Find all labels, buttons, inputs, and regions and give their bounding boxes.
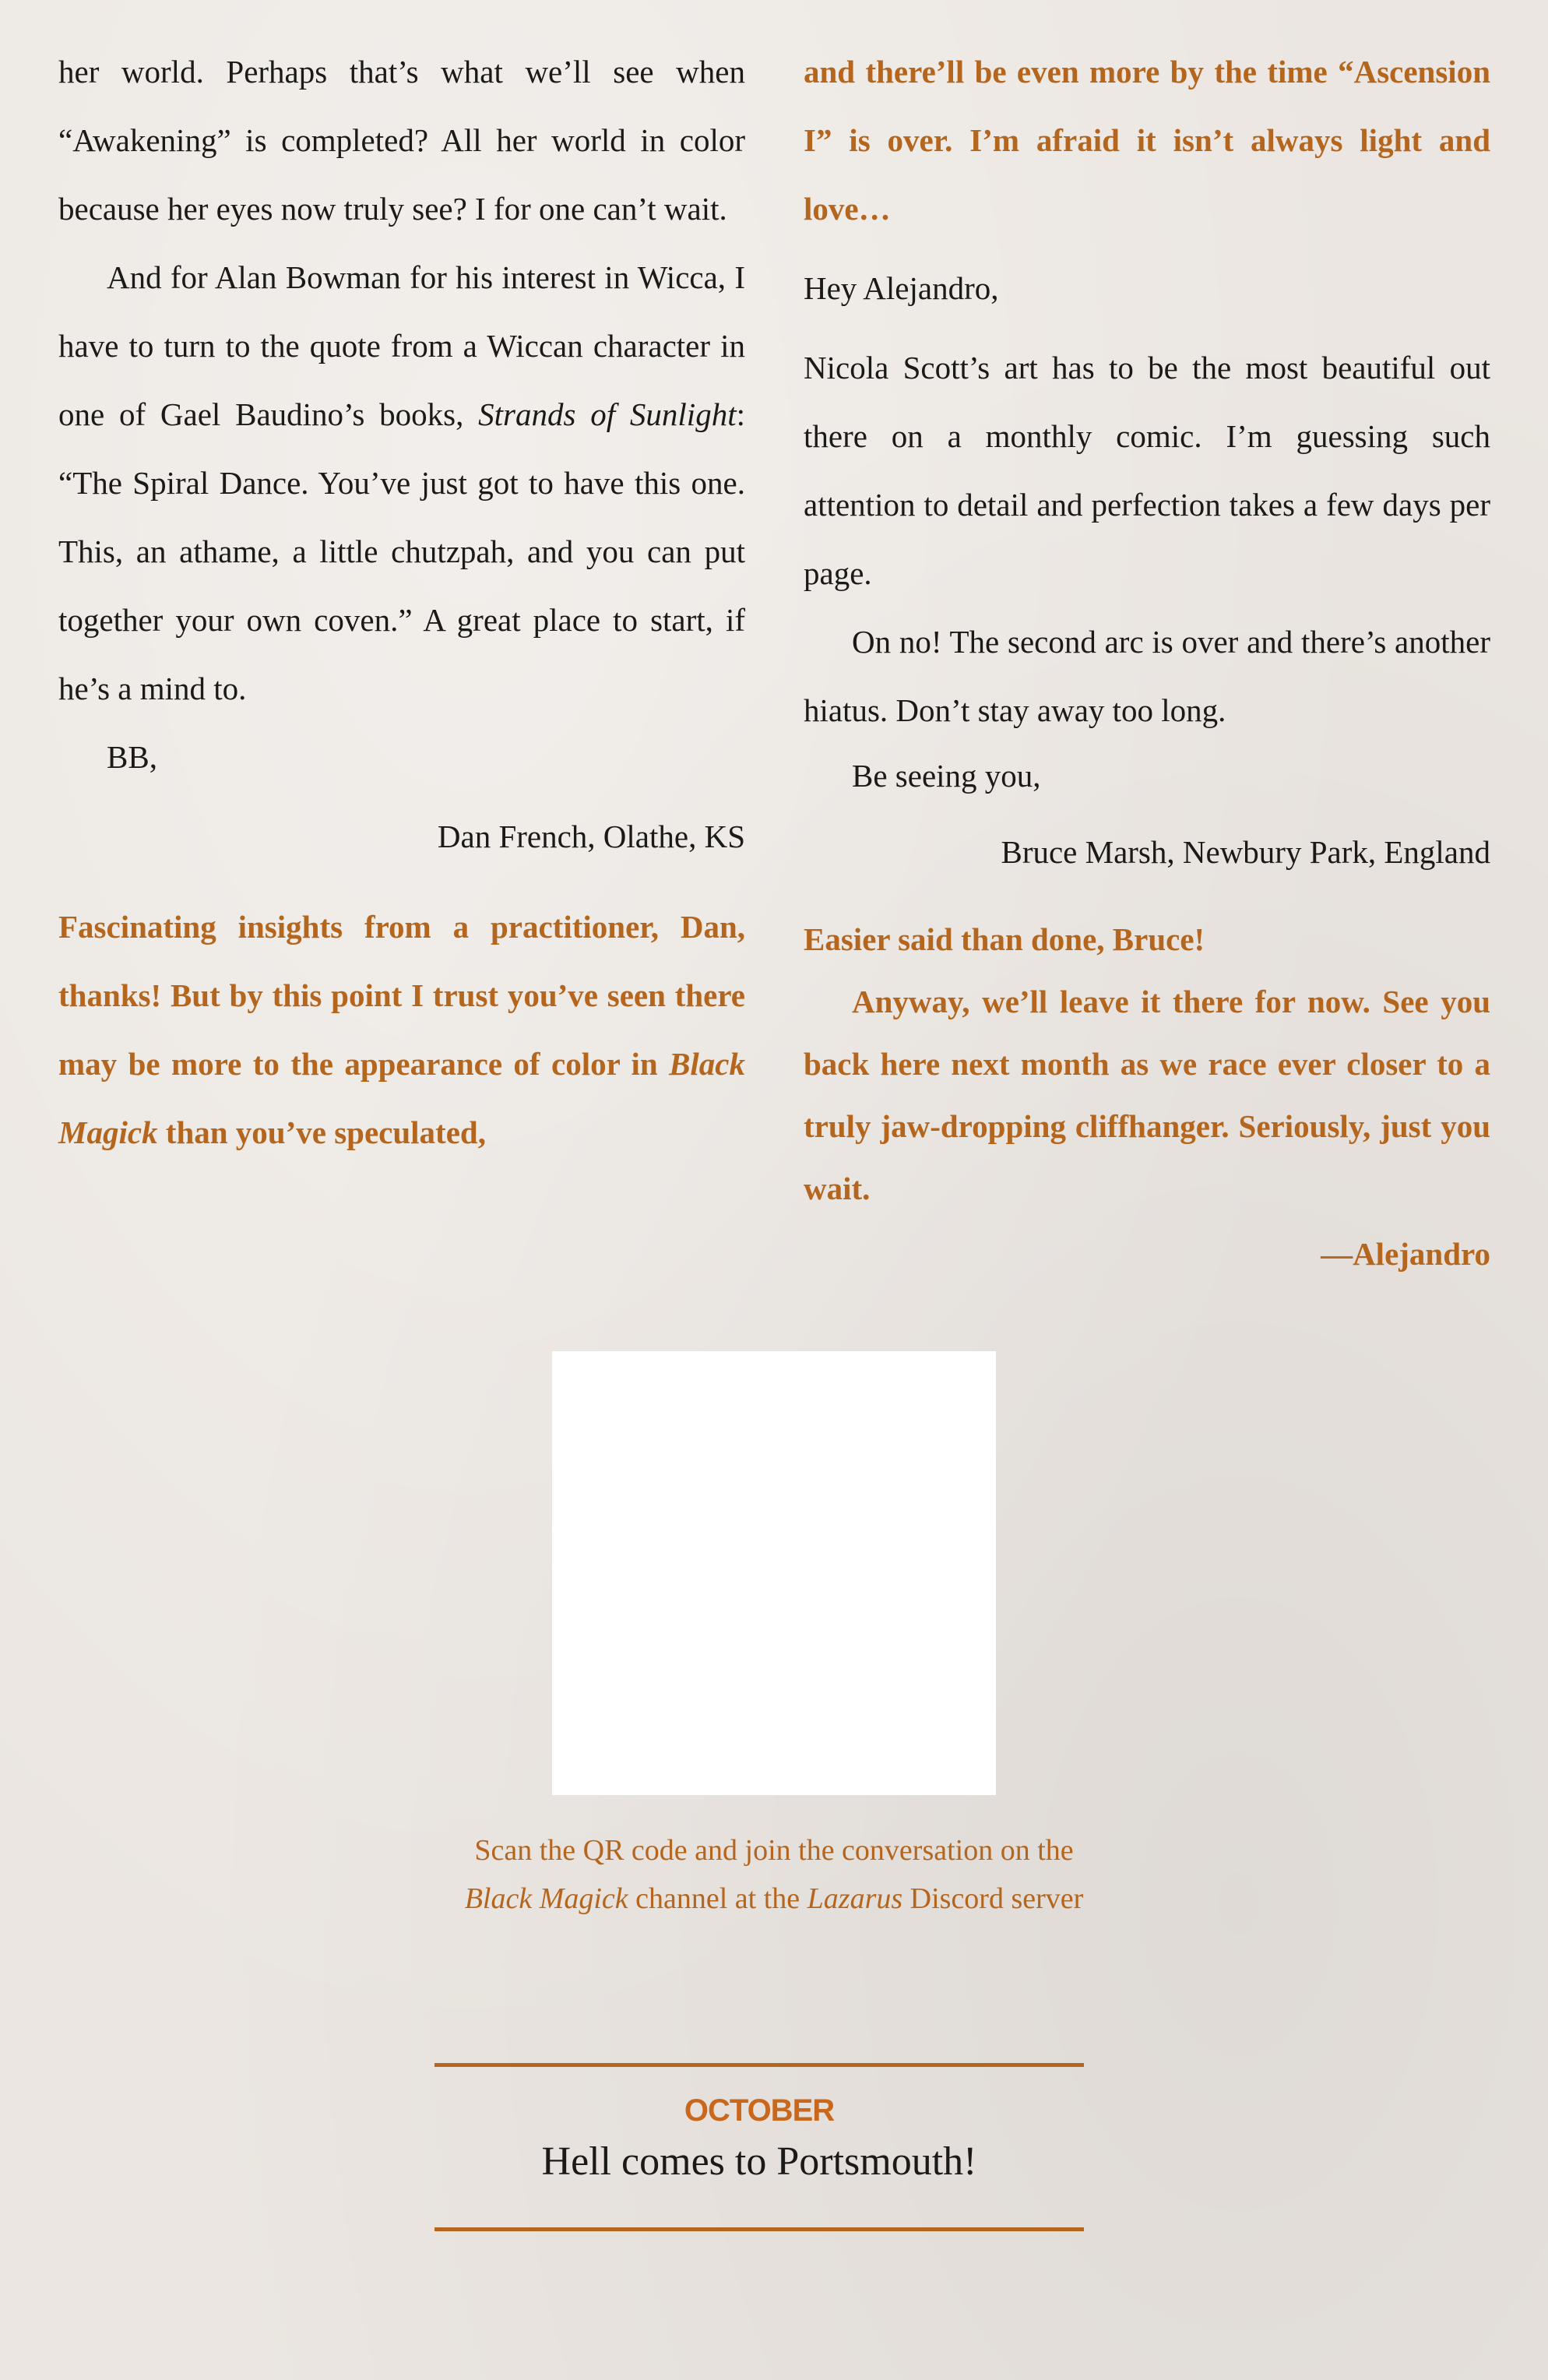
letter-paragraph: Nicola Scott’s art has to be the most beautiful out there on a monthly comic. I’m guessing such attention to detail and perfection takes a few days per page.	[804, 350, 1490, 591]
letter-signoff: Be seeing you,	[852, 758, 1041, 794]
publisher-name: Lazarus	[807, 1882, 903, 1915]
letters-column-left	[58, 37, 745, 1167]
letter-signature: Bruce Marsh, Newbury Park, England	[1001, 834, 1490, 870]
editor-reply: Anyway, we’ll leave it there for now. See you back here next month as we race ever closer to a truly jaw-dropping cliffhanger. Seriously, just you wait.	[804, 984, 1490, 1206]
letter-paragraph: And for Alan Bowman for his interest in Wicca, I have to turn to the quote from a Wiccan character in one of Gael Baudino’s books, Strands of Sunlight: “The Spiral Dance. You’ve just got to have this one. This, an athame, a little chutzpah, and you can put together your own coven.” A great place to start, if he’s a mind to.	[58, 259, 745, 706]
letter-signature: Dan French, Olathe, KS	[437, 819, 745, 854]
letter-greeting: Hey Alejandro,	[804, 270, 999, 306]
divider-top	[434, 2063, 1084, 2067]
comic-title: Black Magick	[58, 1046, 745, 1150]
book-title: Strands of Sunlight	[478, 396, 737, 432]
qr-caption	[311, 1826, 1237, 1923]
divider-bottom	[434, 2227, 1084, 2231]
qr-caption-line2: Black Magick channel at the Lazarus Discord server	[464, 1882, 1084, 1915]
letter-paragraph: On no! The second arc is over and there’s another hiatus. Don’t stay away too long.	[804, 624, 1490, 728]
editor-reply-continued: and there’ll be even more by the time “Ascension I” is over. I’m afraid it isn’t always light and love…	[804, 54, 1490, 227]
next-issue-month: OCTOBER	[684, 2093, 835, 2128]
letter-signoff: BB,	[107, 739, 157, 775]
editor-reply: Fascinating insights from a practitioner, Dan, thanks! But by this point I trust you’ve seen there may be more to the appearance of color in Black Magick than you’ve speculated,	[58, 909, 745, 1150]
letter-paragraph: her world. Perhaps that’s what we’ll see when “Awakening” is completed? All her world in color because her eyes now truly see? I for one can’t wait.	[58, 54, 745, 227]
editor-signature: —Alejandro	[1321, 1236, 1490, 1272]
editor-reply: Easier said than done, Bruce!	[804, 921, 1205, 957]
comic-title: Black Magick	[464, 1882, 628, 1915]
next-issue-tagline: Hell comes to Portsmouth!	[541, 2139, 977, 2184]
qr-caption-line1: Scan the QR code and join the conversation on the	[474, 1834, 1074, 1867]
letters-column-right	[804, 37, 1490, 1288]
qr-code[interactable]	[552, 1351, 996, 1795]
